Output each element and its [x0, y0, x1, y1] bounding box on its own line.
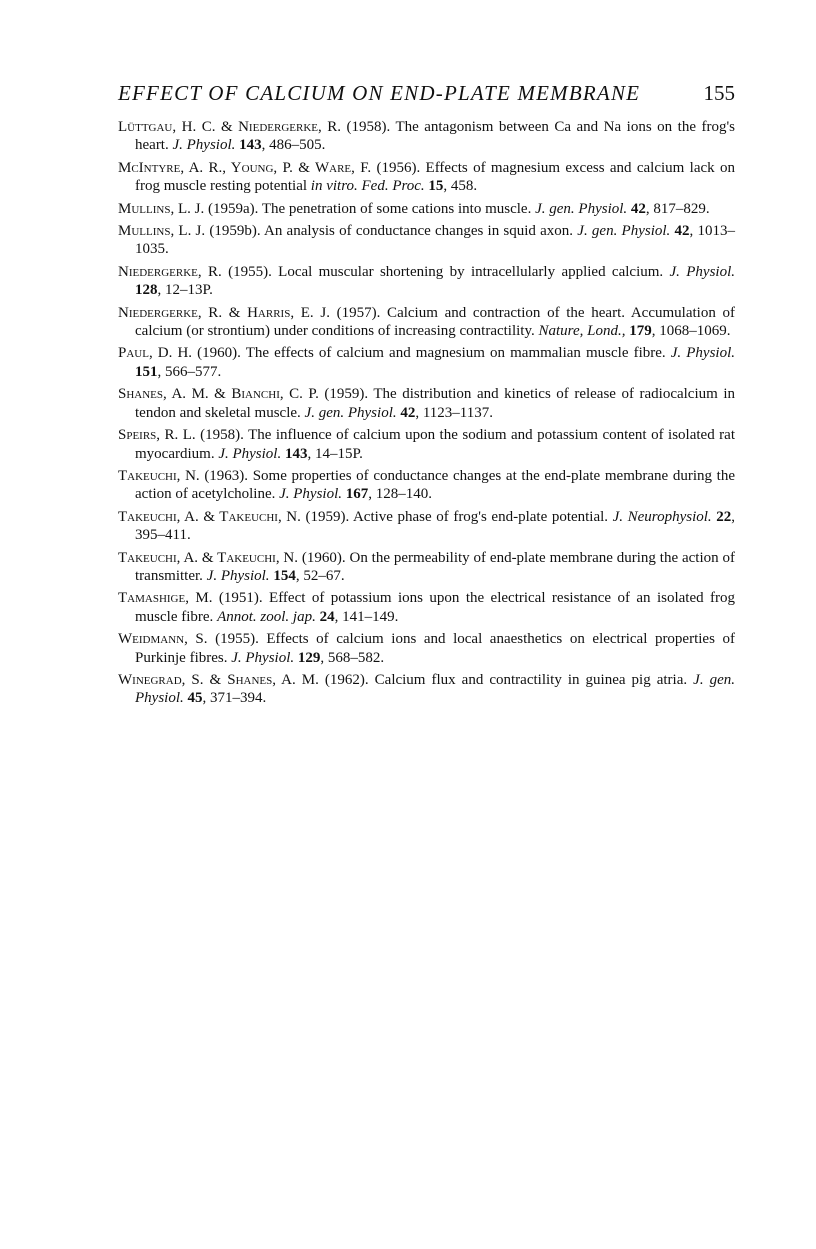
running-title: EFFECT OF CALCIUM ON END-PLATE MEMBRANE	[118, 81, 641, 105]
reference-item	[118, 467, 735, 504]
reference-pages: , 566–577.	[157, 363, 222, 380]
reference-volume: 167	[345, 486, 369, 503]
reference-title: (1963). Some properties of conductance changes at the end-plate membrane during the action of acetylcholine.	[135, 467, 735, 503]
reference-title: (1959). The distribution and kinetics of release of radiocalcium in tendon and skeletal muscle.	[135, 386, 735, 421]
reference-volume: 42	[630, 200, 646, 217]
reference-journal: J. Neurophysiol.	[612, 508, 712, 525]
reference-pages: , 371–394.	[202, 690, 267, 707]
reference-title: (1955). Local muscular shortening by intracellularly applied calcium.	[221, 263, 670, 280]
reference-journal: J. Physiol.	[670, 345, 735, 362]
reference-title: (1957). Calcium and contraction of the heart. Accumulation of calcium (or strontium) under conditions of increasing contractility.	[135, 304, 735, 340]
page-number: 155	[703, 81, 735, 105]
running-head	[118, 80, 735, 106]
reference-title: (1962). Calcium flux and contractility in guinea pig atria.	[318, 671, 694, 688]
reference-pages: , 12–13P.	[157, 282, 213, 299]
reference-title: (1959a). The penetration of some cations into muscle.	[204, 200, 536, 217]
reference-journal: J. Physiol.	[172, 137, 236, 154]
reference-volume: 154	[273, 567, 296, 584]
reference-authors: Paul, D. H.	[118, 345, 193, 362]
reference-authors: Takeuchi, A. & Takeuchi, N.	[118, 549, 299, 566]
reference-title: (1955). Effects of calcium ions and local anaesthetics on electrical properties of Purkinje fibres.	[135, 631, 735, 666]
reference-authors: Niedergerke, R.	[118, 263, 222, 280]
reference-authors: McIntyre, A. R., Young, P. & Ware, F.	[118, 159, 372, 176]
reference-journal: Fed. Proc.	[361, 178, 425, 195]
reference-pages: , 1013–1035.	[135, 223, 736, 258]
reference-item	[118, 508, 735, 545]
reference-pages: , 817–829.	[645, 200, 710, 217]
reference-journal: Nature, Lond.,	[538, 323, 626, 340]
reference-journal: J. gen. Physiol.	[577, 223, 671, 240]
reference-item	[118, 426, 735, 463]
reference-authors: Tamashige, M.	[118, 590, 213, 607]
reference-authors: Lüttgau, H. C. & Niedergerke, R.	[118, 119, 341, 135]
reference-journal: Annot. zool. jap.	[217, 608, 316, 625]
reference-pages: , 486–505.	[261, 137, 326, 154]
reference-volume: 143	[239, 137, 262, 154]
reference-volume: 179	[629, 323, 652, 340]
reference-journal: J. Physiol.	[231, 649, 295, 666]
reference-pages: , 141–149.	[334, 608, 399, 625]
reference-volume: 24	[319, 608, 335, 625]
reference-item	[118, 263, 735, 300]
reference-title: (1958). The influence of calcium upon the sodium and potassium content of isolated rat myocardium.	[135, 427, 735, 462]
reference-volume: 42	[400, 404, 416, 421]
reference-journal: J. Physiol.	[218, 445, 282, 462]
reference-item	[118, 549, 735, 586]
reference-pages: , 128–140.	[368, 486, 433, 503]
reference-pages: , 52–67.	[295, 567, 345, 584]
reference-title: (1960). The effects of calcium and magnesium on mammalian muscle fibre.	[192, 345, 671, 362]
reference-pages: , 1123–1137.	[415, 404, 493, 421]
reference-title: (1959). Active phase of frog's end-plate potential.	[300, 508, 613, 525]
reference-authors: Winegrad, S. & Shanes, A. M.	[118, 671, 319, 688]
reference-item	[118, 344, 735, 381]
reference-title: (1959b). An analysis of conductance changes in squid axon.	[205, 223, 578, 240]
reference-journal: J. Physiol.	[669, 263, 735, 280]
reference-item	[118, 159, 735, 196]
reference-item	[118, 118, 735, 155]
reference-pages: , 395–411.	[135, 508, 735, 544]
reference-item	[118, 671, 735, 708]
reference-journal: J. gen. Physiol.	[535, 200, 628, 217]
reference-volume: 143	[284, 445, 308, 462]
reference-italic-phrase: in vitro.	[310, 178, 358, 195]
reference-journal: J. Physiol.	[206, 567, 270, 584]
reference-item	[118, 385, 735, 422]
reference-journal: J. gen. Physiol.	[304, 404, 397, 421]
reference-title: (1958). The antagonism between Ca and Na ions on the frog's heart.	[135, 119, 735, 154]
reference-authors: Mullins, L. J.	[118, 200, 205, 217]
reference-authors: Niedergerke, R. & Harris, E. J.	[118, 304, 330, 321]
reference-item	[118, 200, 735, 218]
reference-list	[118, 118, 735, 712]
reference-pages: , 14–15P.	[307, 445, 363, 462]
reference-item	[118, 222, 735, 259]
reference-title: (1951). Effect of potassium ions upon the electrical resistance of an isolated frog muscle fibre.	[135, 590, 736, 625]
reference-authors: Shanes, A. M. & Bianchi, C. P.	[118, 386, 319, 403]
reference-volume: 22	[716, 508, 732, 525]
reference-pages: , 568–582.	[320, 649, 385, 666]
reference-journal: J. Physiol.	[279, 486, 343, 503]
reference-item	[118, 589, 735, 626]
reference-item	[118, 304, 735, 341]
reference-volume: 45	[187, 690, 203, 707]
reference-volume: 128	[135, 282, 158, 299]
reference-title: (1956). Effects of magnesium excess and calcium lack on frog muscle resting potential	[135, 159, 735, 195]
reference-volume: 129	[297, 649, 321, 666]
reference-volume: 151	[135, 363, 158, 380]
reference-authors: Takeuchi, A. & Takeuchi, N.	[118, 508, 301, 525]
reference-authors: Speirs, R. L.	[118, 427, 196, 444]
reference-pages: , 1068–1069.	[651, 323, 731, 340]
reference-pages: , 458.	[443, 178, 478, 195]
reference-item	[118, 630, 735, 667]
reference-volume: 42	[674, 223, 690, 240]
reference-authors: Mullins, L. J.	[118, 223, 206, 240]
reference-authors: Takeuchi, N.	[118, 467, 200, 484]
reference-journal: J. gen. Physiol.	[135, 671, 735, 707]
reference-title: (1960). On the permeability of end-plate membrane during the action of transmitter.	[135, 549, 735, 584]
reference-authors: Weidmann, S.	[118, 631, 208, 648]
reference-volume: 15	[428, 178, 444, 195]
